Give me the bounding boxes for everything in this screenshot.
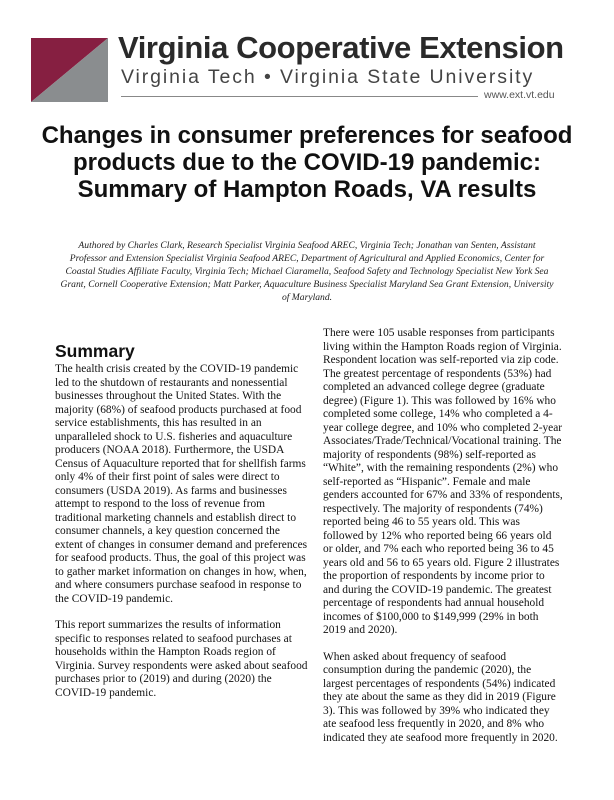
- vce-logo-mark: [31, 38, 108, 102]
- page-header: [0, 0, 614, 110]
- author-credits: Authored by Charles Clark, Research Specialist Virginia Seafood AREC, Virginia Tech; Jonathan van Senten, Assistant Professor and Extension Specialist Virginia Seafood AREC, Department of Agricultural and Applied Economics, Center for Coastal Studies Affiliate Faculty, Virginia Tech; Michael Ciaramella, Seafood Safety and Technology Specialist New York Sea Grant, Cornell Cooperative Extension; Matt Parker, Aquaculture Business Specialist Maryland Sea Grant Extension, University of Maryland.: [60, 240, 554, 303]
- brand-url[interactable]: www.ext.vt.edu: [484, 89, 555, 101]
- header-divider: [121, 96, 478, 97]
- brand-title: Virginia Cooperative Extension: [118, 30, 564, 65]
- summary-heading: Summary: [55, 341, 135, 361]
- results-paragraph-1: There were 105 usable responses from participants living within the Hampton Roads region of Virginia. Respondent location was self-reported via zip code. The greatest percentage of respondents (53%) had completed an advanced college degree (graduate degree) (Figure 1). This was followed by 16% who completed some college, 14% who completed a 4-year college degree, and 10% who completed 2-year Associates/Trade/Technical/Vocational training. The majority of respondents (98%) self-reported as “White”, with the remaining respondents (2%) who self-reported as “Hispanic”. Female and male genders accounted for 67% and 33% of respondents, respectively. The majority of respondents (74%) reported being 46 to 55 years old. This was followed by 12% who reported being 66 years old or older, and 7% each who reported being 36 to 45 years old and 56 to 65 years old. Figure 2 illustrates the proportion of respondents by income prior to and during the COVID-19 pandemic. The greatest percentage of respondents had annual household incomes of $100,000 to $149,999 (29% in both 2019 and 2020).: [323, 327, 563, 636]
- paragraph-gap: [323, 638, 563, 651]
- paragraph-gap: [55, 606, 310, 619]
- results-paragraph-2: When asked about frequency of seafood consumption during the pandemic (2020), the largest percentages of respondents (54%) indicated they ate about the same as they did in 2019 (Figure 3). This was followed by 39% who indicated they ate seafood less frequently in 2020, and 8% who indicated they ate seafood more frequently in 2020.: [323, 650, 558, 744]
- summary-paragraph-1: The health crisis created by the COVID-19 pandemic led to the shutdown of restaurants and nonessential businesses throughout the United States. With the majority (68%) of seafood products purchased at food service establishments, this has resulted in an unparalleled shock to U.S. fisheries and aquaculture producers (NOAA 2018). Furthermore, the USDA Census of Aquaculture reported that for shellfish farms only 4% of their first point of sales were direct to consumers (USDA 2019). As farms and businesses attempt to respond to the loss of revenue from traditional marketing channels and establish direct to consumer channels, a key question concerned the extent of changes in consumer demand and preferences for seafood products. Thus, the goal of this project was to gather market information on changes in how, when, and where consumers purchase seafood in response to the COVID-19 pandemic.: [55, 363, 308, 605]
- summary-paragraph-2: This report summarizes the results of information specific to responses related to seafood purchases at households within the Hampton Roads region of Virginia. Survey respondents were asked about seafood purchases prior to (2019) and during (2020) the COVID-19 pandemic.: [55, 619, 308, 699]
- document-title: Changes in consumer preferences for seafood products due to the COVID-19 pandemic: Summary of Hampton Roads, VA results: [41, 122, 573, 203]
- left-column: [55, 340, 310, 700]
- brand-subtitle: Virginia Tech • Virginia State University: [121, 66, 535, 88]
- right-column: [323, 327, 563, 745]
